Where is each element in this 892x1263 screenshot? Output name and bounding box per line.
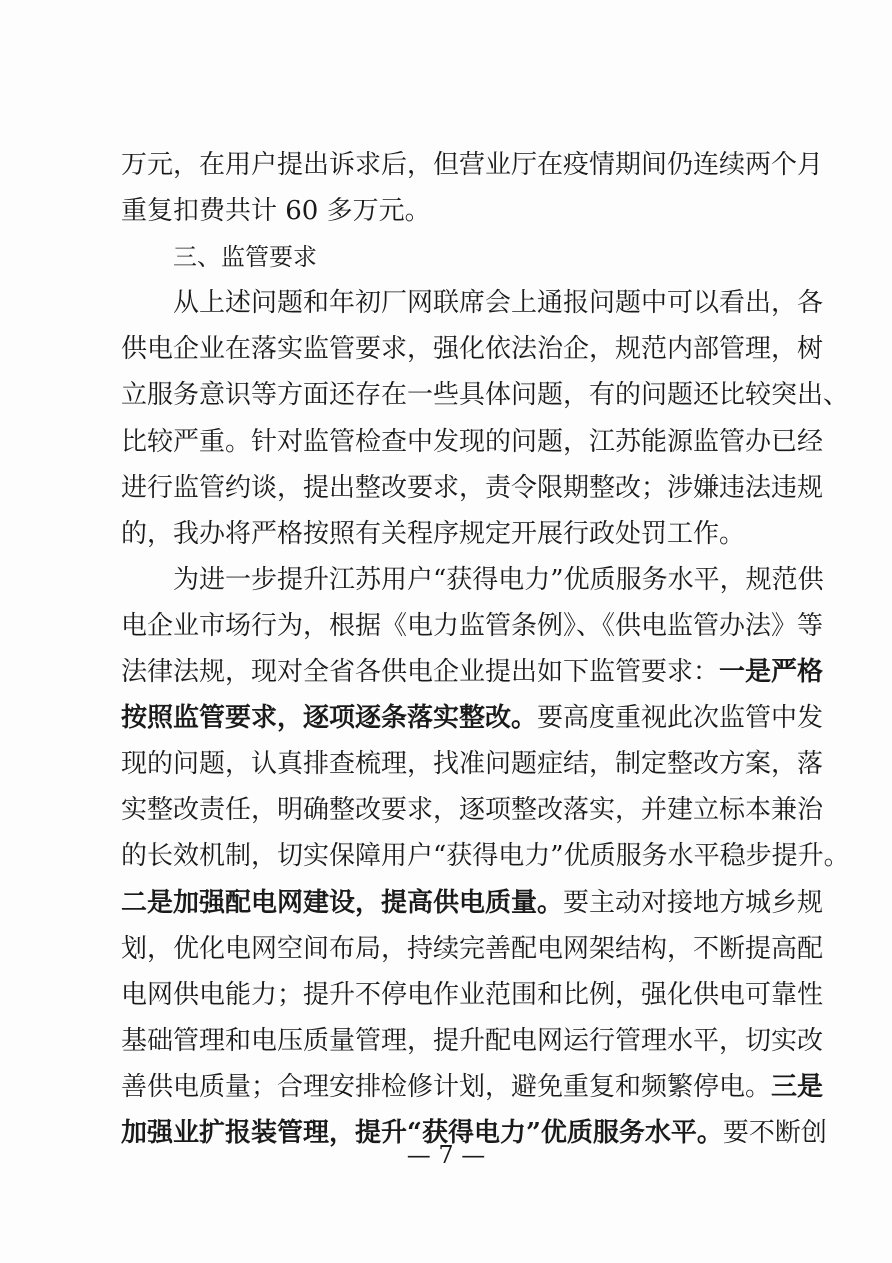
- text-run: 要高度重视此次监管中发: [537, 703, 824, 734]
- text-line: [121, 372, 850, 418]
- text-line: [121, 972, 824, 1018]
- text-run: 电网供电能力；提升不停电作业范围和比例，强化供电可靠性: [121, 979, 824, 1010]
- text-line: [121, 603, 824, 649]
- text-run: 要不断创: [722, 1117, 827, 1148]
- text-line: [121, 649, 824, 695]
- text-run: 供电企业在落实监管要求，强化依法治企，规范内部管理，树: [121, 334, 824, 365]
- text-line: [121, 787, 824, 833]
- text-line: [121, 1018, 824, 1064]
- text-run: 进行监管约谈，提出整改要求，责令限期整改；涉嫌违法违规: [121, 472, 824, 503]
- text-line: [121, 1064, 824, 1110]
- section-heading-text: 三、监管要求: [173, 243, 317, 272]
- bold-text-run: 按照监管要求，逐项逐条落实整改。: [121, 703, 538, 734]
- bold-text-run: 三是: [771, 1071, 824, 1102]
- text-run: 从上述问题和年初厂网联席会上通报问题中可以看出，各: [173, 288, 824, 319]
- text-run: 现的问题，认真排查梳理，找准问题症结，制定整改方案，落: [121, 749, 824, 780]
- text-run: 法律法规，现对全省各供电企业提出如下监管要求：: [121, 657, 720, 688]
- text-run: 实整改责任，明确整改要求，逐项整改落实，并建立标本兼治: [121, 795, 824, 826]
- section-heading: [121, 234, 776, 280]
- text-line: [121, 833, 850, 879]
- text-run: 划，优化电网空间布局，持续完善配电网架结构，不断提高配: [121, 933, 824, 964]
- paragraph-first-line: [121, 280, 824, 326]
- text-run: 重复扣费共计 60 多万元。: [121, 196, 431, 227]
- page-number: — 7 —: [406, 1141, 486, 1169]
- text-run: 立服务意识等方面还存在一些具体问题，有的问题还比较突出、: [121, 380, 850, 411]
- text-line: [121, 465, 824, 511]
- text-run: 的，我办将严格按照有关程序规定开展行政处罚工作。: [121, 518, 746, 549]
- text-line: [121, 511, 776, 557]
- text-run: 为进一步提升江苏用户“获得电力”优质服务水平，规范供: [173, 564, 824, 595]
- text-line: [121, 695, 824, 741]
- bold-text-run: 加强业扩报装管理，提升“获得电力”优质服务水平。: [121, 1117, 723, 1148]
- text-run: 善供电质量；合理安排检修计划，避免重复和频繁停电。: [121, 1071, 772, 1102]
- text-line: [121, 926, 824, 972]
- text-line: [121, 880, 824, 926]
- text-run: 电企业市场行为，根据《电力监管条例》、《供电监管办法》等: [121, 610, 824, 641]
- bold-text-run: 一是严格: [719, 657, 824, 688]
- text-line: [121, 326, 824, 372]
- text-line: [121, 741, 824, 787]
- text-run: 的长效机制，切实保障用户“获得电力”优质服务水平稳步提升。: [121, 841, 850, 872]
- text-run: 比较严重。针对监管检查中发现的问题，江苏能源监管办已经: [121, 426, 824, 457]
- text-run: 要主动对接地方城乡规: [563, 887, 824, 918]
- paragraph-first-line: [121, 557, 824, 603]
- text-line: [121, 188, 776, 234]
- bold-text-run: 二是加强配电网建设，提高供电质量。: [121, 887, 564, 918]
- document-body: [121, 142, 850, 1156]
- text-run: 基础管理和电压质量管理，提升配电网运行管理水平，切实改: [121, 1025, 824, 1056]
- text-run: 万元，在用户提出诉求后，但营业厅在疫情期间仍连续两个月: [121, 150, 824, 180]
- text-line: [121, 142, 824, 188]
- text-line: [121, 419, 824, 465]
